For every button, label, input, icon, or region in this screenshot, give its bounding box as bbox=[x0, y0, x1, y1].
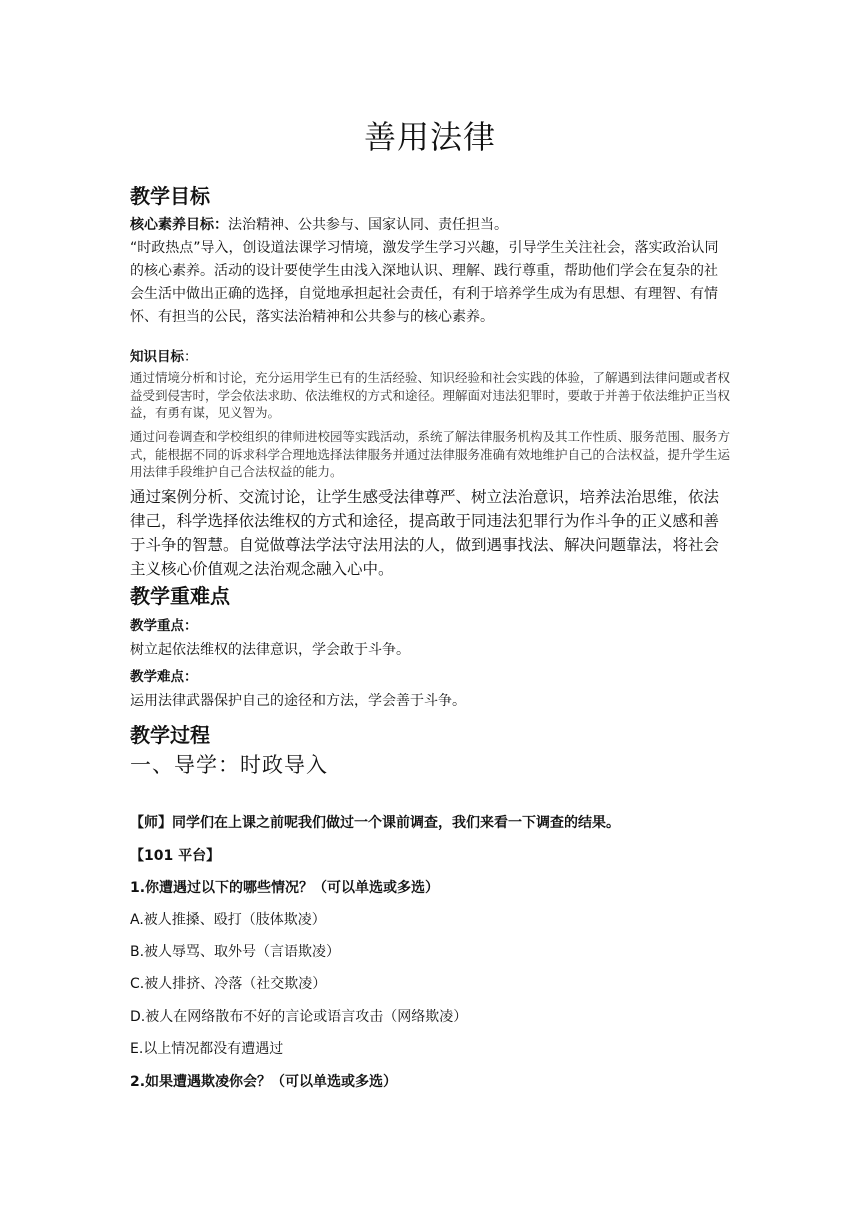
knowledge-paragraph-1: 通过情境分析和讨论，充分运用学生已有的生活经验、知识经验和社会实践的体验，了解遇到法律问题或者权益受到侵害时，学会依法求助、依法维权的方式和途径。理解面对违法犯罪时，要敢于并善于依法维护正当权益，有勇有谋，见义智为。 bbox=[130, 370, 731, 420]
process-heading: 教学过程 bbox=[130, 723, 210, 747]
section-1-heading: 一、导学：时政导入 bbox=[130, 753, 328, 777]
knowledge-objective-colon: ： bbox=[184, 349, 198, 365]
key-points-heading: 教学重难点 bbox=[130, 584, 230, 608]
core-objective-text: 法治精神、公共参与、国家认同、责任担当。 bbox=[228, 217, 508, 233]
focus-label: 教学重点： bbox=[130, 618, 198, 634]
option-b: B.被人辱骂、取外号（言语欺凌） bbox=[130, 944, 341, 960]
core-objective-paragraph: “时政热点”导入，创设道法课学习情境，激发学生学习兴趣，引导学生关注社会，落实政治认同的核心素养。活动的设计要使学生由浅入深地认识、理解、践行尊重，帮助他们学会在复杂的社会生活中做出正确的选择，自觉地承担起社会责任，有利于培养学生成为有思想、有理智、有情怀、有担当的公民，落实法治精神和公共参与的核心素养。 bbox=[130, 240, 719, 325]
knowledge-paragraph-3: 通过案例分析、交流讨论，让学生感受法律尊严、树立法治意识，培养法治思维，依法律己，科学选择依法维权的方式和途径，提高敢于同违法犯罪行为作斗争的正义感和善于斗争的智慧。自觉做尊法学法守法用法的人，做到遇事找法、解决问题靠法，将社会主义核心价值观之法治观念融入心中。 bbox=[130, 488, 720, 578]
teacher-line: 【师】同学们在上课之前呢我们做过一个课前调查，我们来看一下调查的结果。 bbox=[130, 815, 620, 831]
question-1: 1.你遭遇过以下的哪些情况？（可以单选或多选） bbox=[130, 880, 440, 896]
platform-line: 【101 平台】 bbox=[130, 848, 221, 864]
document-title: 善用法律 bbox=[363, 118, 496, 156]
knowledge-objective-line bbox=[130, 345, 198, 365]
focus-text: 树立起依法维权的法律意识，学会敢于斗争。 bbox=[130, 642, 410, 658]
difficulty-text: 运用法律武器保护自己的途径和方法，学会善于斗争。 bbox=[130, 693, 466, 709]
core-objective-label: 核心素养目标： bbox=[130, 217, 228, 233]
objectives-heading: 教学目标 bbox=[130, 184, 210, 208]
option-d: D.被人在网络散布不好的言论或语言攻击（网络欺凌） bbox=[130, 1009, 468, 1025]
option-e: E.以上情况都没有遭遇过 bbox=[130, 1041, 284, 1057]
difficulty-label: 教学难点： bbox=[130, 669, 198, 685]
core-objective-line bbox=[130, 214, 508, 234]
option-a: A.被人推搡、殴打（肢体欺凌） bbox=[130, 912, 326, 928]
option-c: C.被人排挤、冷落（社交欺凌） bbox=[130, 976, 327, 992]
knowledge-paragraph-2: 通过问卷调查和学校组织的律师进校园等实践活动，系统了解法律服务机构及其工作性质、服务范围、服务方式，能根据不同的诉求科学合理地选择法律服务并通过法律服务准确有效地维护自己的合法权益，提升学生运用法律手段维护自己合法权益的能力。 bbox=[130, 429, 731, 479]
question-2: 2.如果遭遇欺凌你会？（可以单选或多选） bbox=[130, 1074, 398, 1090]
knowledge-objective-label: 知识目标 bbox=[130, 349, 184, 365]
